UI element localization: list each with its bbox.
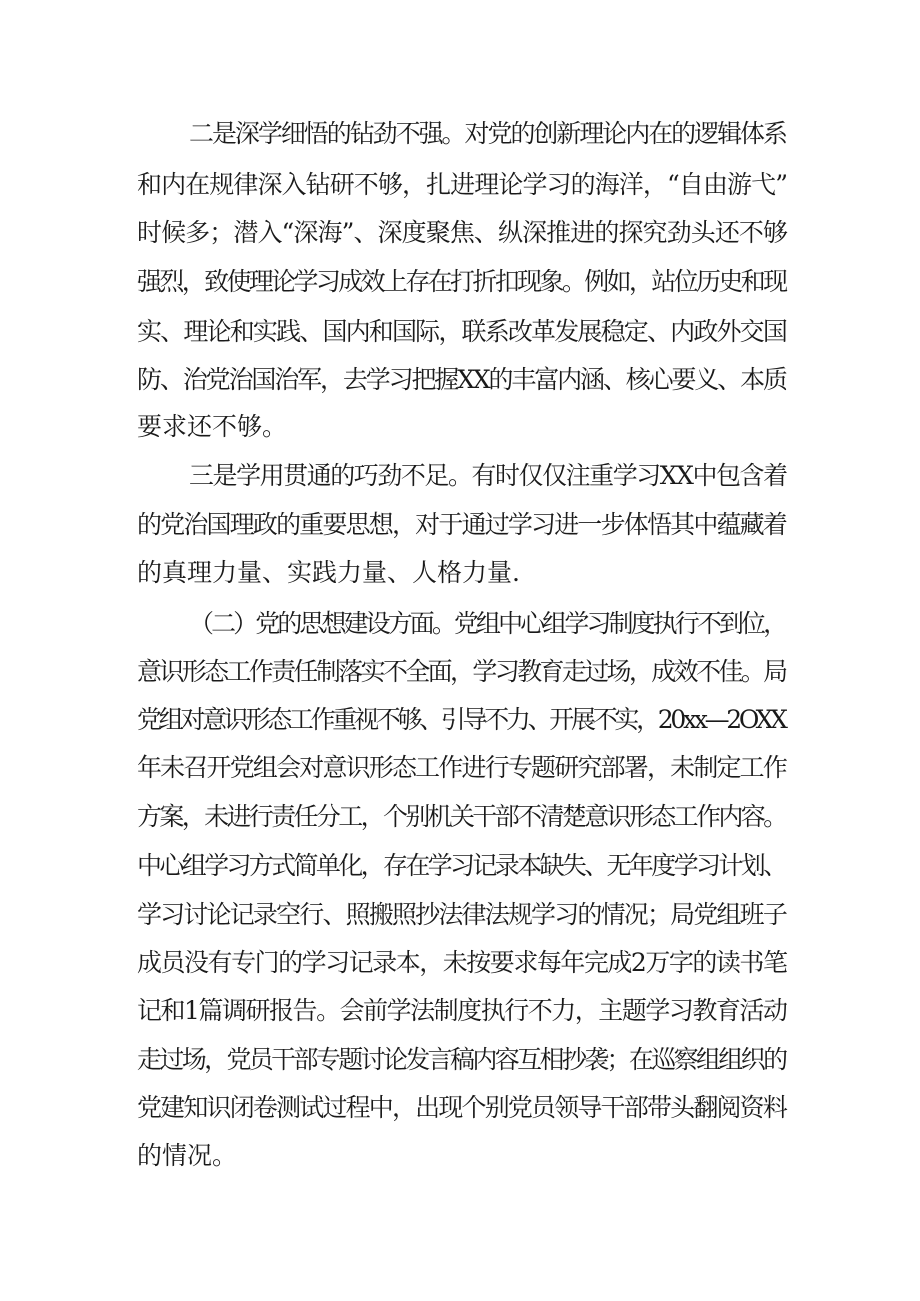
text-line	[0, 213, 920, 253]
text-line	[0, 312, 920, 352]
line-text: 的党治国理政的重要思想，对于通过学习进一步体悟其中蕴藏着	[137, 510, 787, 539]
text-line	[0, 407, 920, 447]
text-line	[0, 505, 920, 545]
text-line	[0, 943, 920, 983]
line-text: 党建知识闭卷测试过程中，出现个别党员领导干部带头翻阅资料	[137, 1093, 787, 1122]
text-line	[0, 991, 920, 1031]
text-line	[0, 262, 920, 302]
line-text: 记和1篇调研报告。会前学法制度执行不力，主题学习教育活动	[137, 996, 787, 1025]
text-line	[0, 895, 920, 935]
text-line	[0, 604, 920, 644]
text-line	[0, 1040, 920, 1080]
text-line	[0, 748, 920, 788]
line-text: 方案，未进行责任分工，个别机关干部不清楚意识形态工作内容。	[137, 802, 786, 831]
line-text: 成员没有专门的学习记录本，未按要求每年完成2万字的读书笔	[137, 948, 787, 977]
text-line	[0, 114, 920, 154]
line-text: 强烈，致使理论学习成效上存在打折扣现象。例如，站位历史和现	[137, 267, 786, 296]
line-text: （二）党的思想建设方面。党组中心组学习制度执行不到位，	[189, 609, 786, 638]
line-text: 三是学用贯通的巧劲不足。有时仅仅注重学习XX中包含着	[189, 461, 787, 490]
line-text: 党组对意识形态工作重视不够、引导不力、开展不实，20xx—2OXX	[137, 705, 785, 734]
text-line	[0, 797, 920, 837]
text-line	[0, 1088, 920, 1128]
text-line	[0, 360, 920, 400]
line-text: 的情况。	[137, 1141, 238, 1170]
line-text: 意识形态工作责任制落实不全面，学习教育走过场，成效不佳。局	[137, 657, 786, 686]
line-text: 中心组学习方式简单化，存在学习记录本缺失、无年度学习计划、	[137, 851, 786, 880]
line-text: 和内在规律深入钻研不够，扎进理论学习的海洋，“自由游弋”	[137, 170, 788, 199]
line-text: 实、理论和实践、国内和国际，联系改革发展稳定、内政外交国	[137, 317, 787, 346]
text-line	[0, 846, 920, 886]
line-text: 走过场，党员干部专题讨论发言稿内容互相抄袭；在巡察组组织的	[137, 1045, 786, 1074]
line-text: 要求还不够。	[137, 412, 288, 441]
line-text: 学习讨论记录空行、照搬照抄法律法规学习的情况；局党组班子	[137, 900, 787, 929]
line-text: 年未召开党组会对意识形态工作进行专题研究部署，未制定工作	[137, 753, 787, 782]
text-line	[0, 1136, 920, 1176]
text-line	[0, 700, 920, 740]
text-line	[0, 553, 920, 593]
text-line	[0, 652, 920, 692]
line-text: 防、治党治国治军，去学习把握XX的丰富内涵、核心要义、本质	[137, 365, 786, 394]
text-line	[0, 165, 920, 205]
text-line	[0, 456, 920, 496]
line-text: 时候多；潜入“深海”、深度聚焦、纵深推进的探究劲头还不够	[137, 218, 788, 247]
line-text: 的真理力量、实践力量、人格力量.	[137, 558, 520, 587]
line-text: 二是深学细悟的钻劲不强。对党的创新理论内在的逻辑体系	[189, 119, 786, 148]
